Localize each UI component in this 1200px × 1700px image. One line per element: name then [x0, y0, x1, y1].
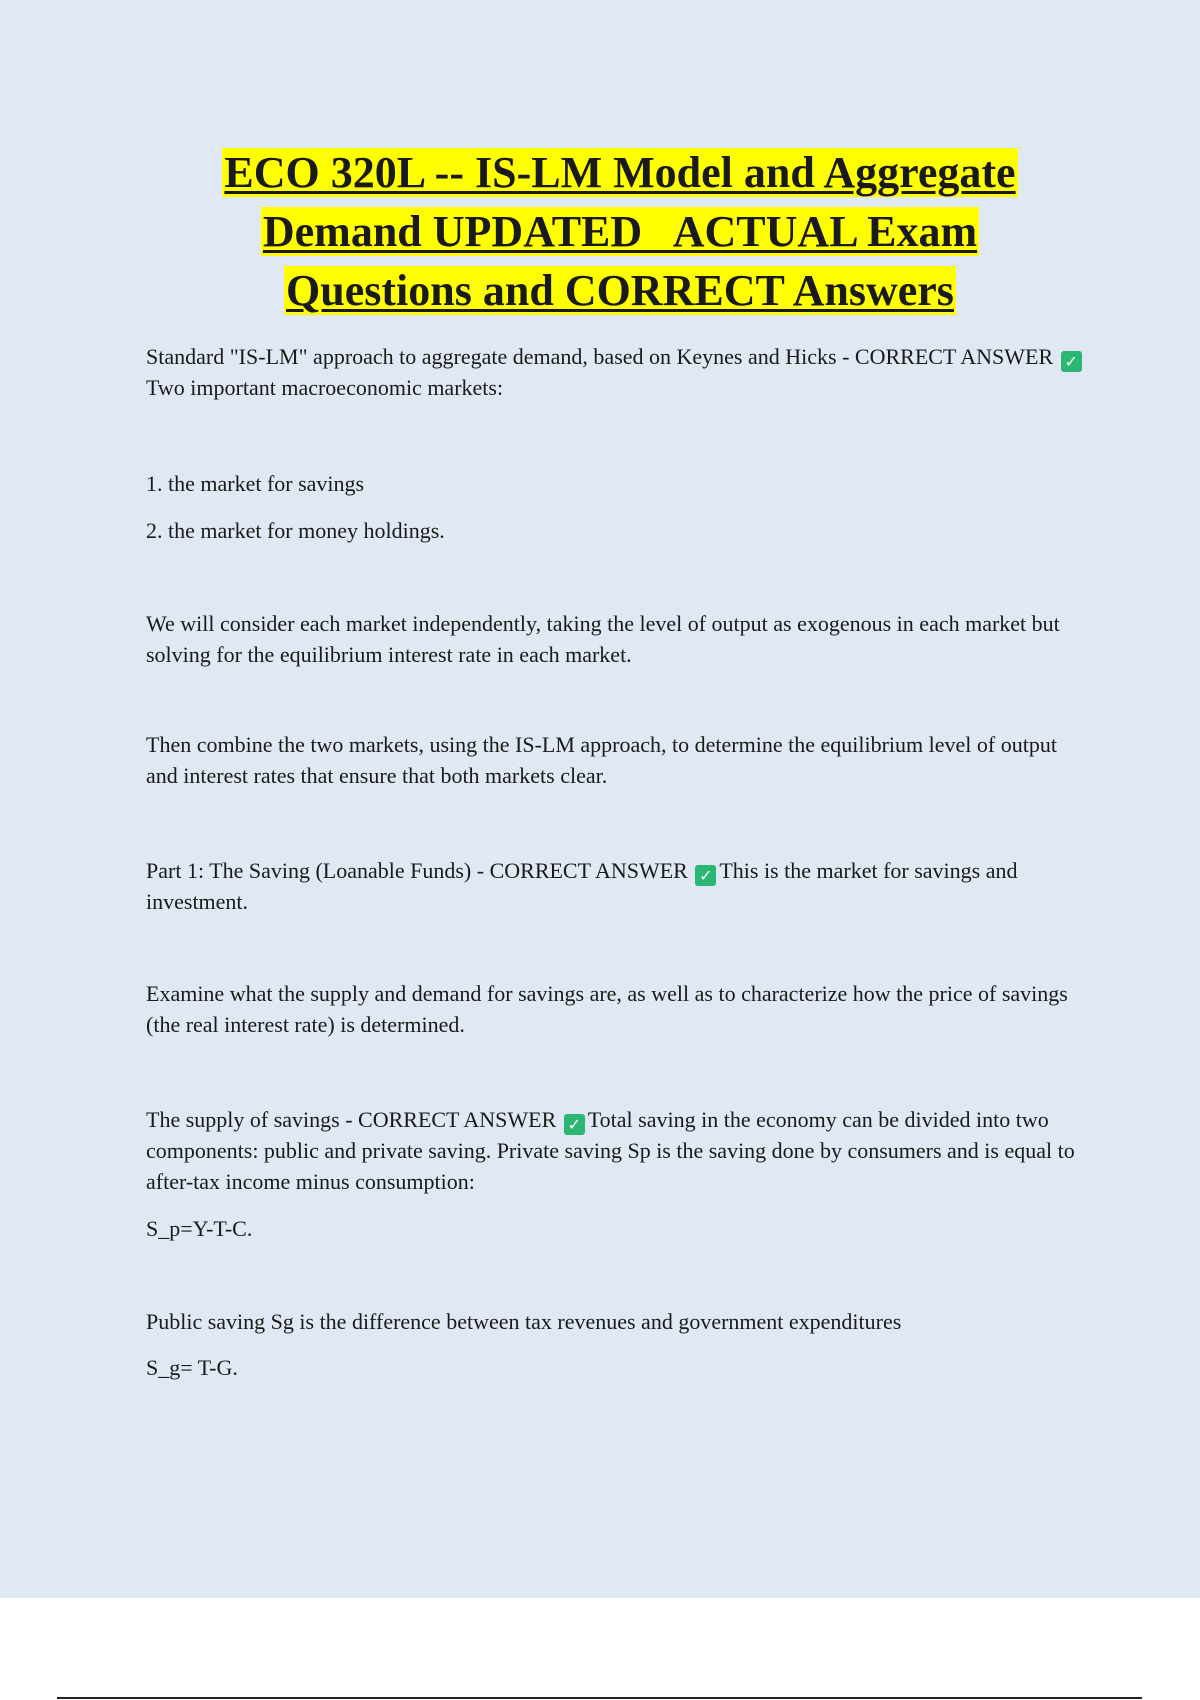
checkmark-icon: ✓	[1061, 351, 1082, 372]
title-line-3: Questions and CORRECT Answers	[286, 266, 954, 315]
paragraph-examine: Examine what the supply and demand for savings are, as well as to characterize how the price of savings (the real interest rate) is determined.	[146, 981, 1068, 1037]
qa-answer: Total saving in the economy can be divided into two components: public and private saving. Private saving Sp is the saving done by consumers and is equal to after-tax income minus consumption:	[146, 1107, 1075, 1194]
paragraph-consider: We will consider each market independently, taking the level of output as exogenous in each market but solving for the equilibrium interest rate in each market.	[146, 611, 1060, 667]
qa-item-3	[146, 1104, 1094, 1197]
qa-item-1	[146, 341, 1094, 403]
document-title	[130, 143, 1110, 320]
list-item: 2. the market for money holdings.	[146, 518, 445, 543]
checkmark-icon: ✓	[564, 1114, 585, 1135]
footer-divider	[57, 1697, 1142, 1699]
list-item: 1. the market for savings	[146, 471, 365, 496]
title-line-2: Demand UPDATED ACTUAL Exam	[262, 207, 978, 256]
title-line-1: ECO 320L -- IS-LM Model and Aggregate	[224, 148, 1016, 197]
checkmark-icon: ✓	[695, 865, 716, 886]
qa-question: Part 1: The Saving (Loanable Funds) - CORRECT ANSWER	[146, 858, 688, 883]
formula-private-saving: S_p=Y-T-C.	[146, 1216, 253, 1241]
paragraph-public-saving: Public saving Sg is the difference between tax revenues and government expenditures	[146, 1309, 902, 1334]
qa-question: The supply of savings - CORRECT ANSWER	[146, 1107, 557, 1132]
formula-public-saving: S_g= T-G.	[146, 1355, 238, 1380]
paragraph-combine: Then combine the two markets, using the IS-LM approach, to determine the equilibrium level of output and interest rates that ensure that both markets clear.	[146, 732, 1057, 788]
qa-answer: Two important macroeconomic markets:	[146, 375, 504, 400]
qa-question: Standard "IS-LM" approach to aggregate demand, based on Keynes and Hicks - CORRECT ANSWER	[146, 344, 1054, 369]
qa-item-2	[146, 855, 1094, 917]
qa-answer: This is the market for savings and investment.	[146, 858, 1018, 914]
